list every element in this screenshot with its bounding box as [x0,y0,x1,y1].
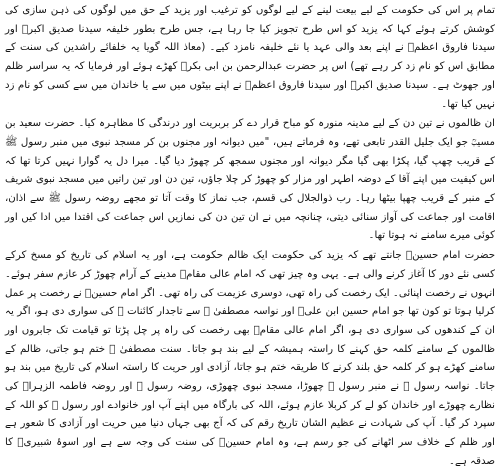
paragraph-3: حضرت امام حسینؓ جانتے تھے کہ یزید کی حکومت ایک ظالم حکومت ہے، اور یہ اسلام کی تاریخ کو مسخ کرکے کسی نئے دور کا آغاز کرنے والی ہے۔ یہی وہ چیز تھی کہ امام عالی مقامؓ مدینے کے آرام چھوڑ کر عازم سفر ہوئے۔ انہوں نے رخصت اپنائی۔ ایک رخصت کی راہ تھی، دوسری عزیمت کی راہ تھی۔ اگر امام حسینؓ نے رخصت پر عمل کرلیا ہوتا تو کون تھا جو امام حسین ابن علیؓ اور نواسہ مصطفیٰ ﷺ سے تاجدار کائنات ﷺ کی سواری دی ہو، اگر یہ ان کے کندھوں کی سواری دی ہو، اگر امام عالی مقامؓ بھی رخصت کی راہ پر چل پڑتا تو قیامت تک جابروں اور ظالموں کے سامنے کلمہ حق کہنے کا راستہ ہمیشہ کے لیے بند ہو جاتا۔ سنت مصطفیٰ ﷺ ختم ہو جاتی، ظالم کے سامنے کھڑے ہو کر کلمہ حق بلند کرنے کا طریقہ ختم ہو جاتا، آزادی اور حریت کا راستہ اسلام کی تاریخ میں بند ہو جاتا۔ نواسہ رسول ﷺ نے منبر رسول ﷺ چھوڑا، مسجد نبوی چھوڑی، روضہ رسول ﷺ اور روضہ فاطمہ الزہراؓ کی نظارے چھوڑے اور خاندان کو لے کر کربلا عازم ہوئے، اللہ کی بارگاہ میں اپنے آپ اور خانوادے اور رسول ﷺ کو اللہ کے سپرد کر گیا۔ آپ کی شہادت نے عظیم الشان تاریخ رقم کی کہ آج بھی جہاں دنیا میں حریت اور آزادی کا شعور ہے اور ظلم کے خلاف سر اٹھانے کی جو رسم ہے، وہ امام حسینؓ کی سنت کی وجہ سے ہے اور اسوۂ شبیریؓ کا صدقہ ہے۔ [5,250,495,467]
paragraph-2: ان ظالموں نے تین دن کے لیے مدینہ منورہ کو مباح قرار دے کر بربریت اور درندگی کا مظاہرہ کیا۔ حضرت سعید بن مسیبؒ جو ایک جلیل القدر تابعی تھے، وہ فرماتے ہیں، "میں دیوانہ اور مجنوں بن کر مسجد نبوی میں منبر رسول ﷺ کے قریب چھپ گیا، پکڑا بھی گیا مگر دیوانہ اور مجنوں سمجھ کر چھوڑ دیا گیا۔ میرا دل یہ گوارا نہیں کرتا تھا کہ اس کیفیت میں اپنے آقا کے دوضہ اطہر اور مزار کو چھوڑ کر چلا جاؤں، تین دن اور تین راتیں میں مسجد نبوی شریف کے منبر کے قریب چھپا بیٹھا رہا۔ رب ذوالجلال کی قسم، جب نماز کا وقت آتا تو مجھے روضہ رسول ﷺ سے اذان، اقامت اور جماعت کی آواز سنائی دیتی، چنانچہ میں نے ان تین دن کی نمازیں اس جماعت کی اقتدا میں ادا کیں اور کوئی میرے سامنے نہ ہوتا تھا۔ [5,118,495,242]
paragraph-1: تمام پر اس کی حکومت کے لیے بیعت لینے کے لیے لوگوں کو ترغیب اور یزید کے حق میں لوگوں کی ذہن سازی کی کوشش کرتے ہوئے کہا کہ یزید کو اس طرح تجویز کیا جا رہا ہے، جس طرح بطور خلیفہ سیدنا صدیق اکبرؓ اور سیدنا فاروق اعظمؓ نے اپنے بعد والی عہد یا نئے خلیفہ نامزد کیے۔ (معاذ اللہ گویا یہ خلفائے راشدین کی سنت کے مطابق اس کو نام زد کر رہے تھے) اس پر حضرت عبدالرحمن بن ابی بکرؓ کھڑے ہوئے اور فرمایا کہ یہ سراسر ظلم اور جھوٹ ہے۔ سیدنا صدیق اکبرؓ اور سیدنا فاروق اعظمؓ نے اپنے بیٹوں میں سے یا خاندان میں سے کسی کو نام زد نہیں کیا تھا۔ [5,5,495,110]
